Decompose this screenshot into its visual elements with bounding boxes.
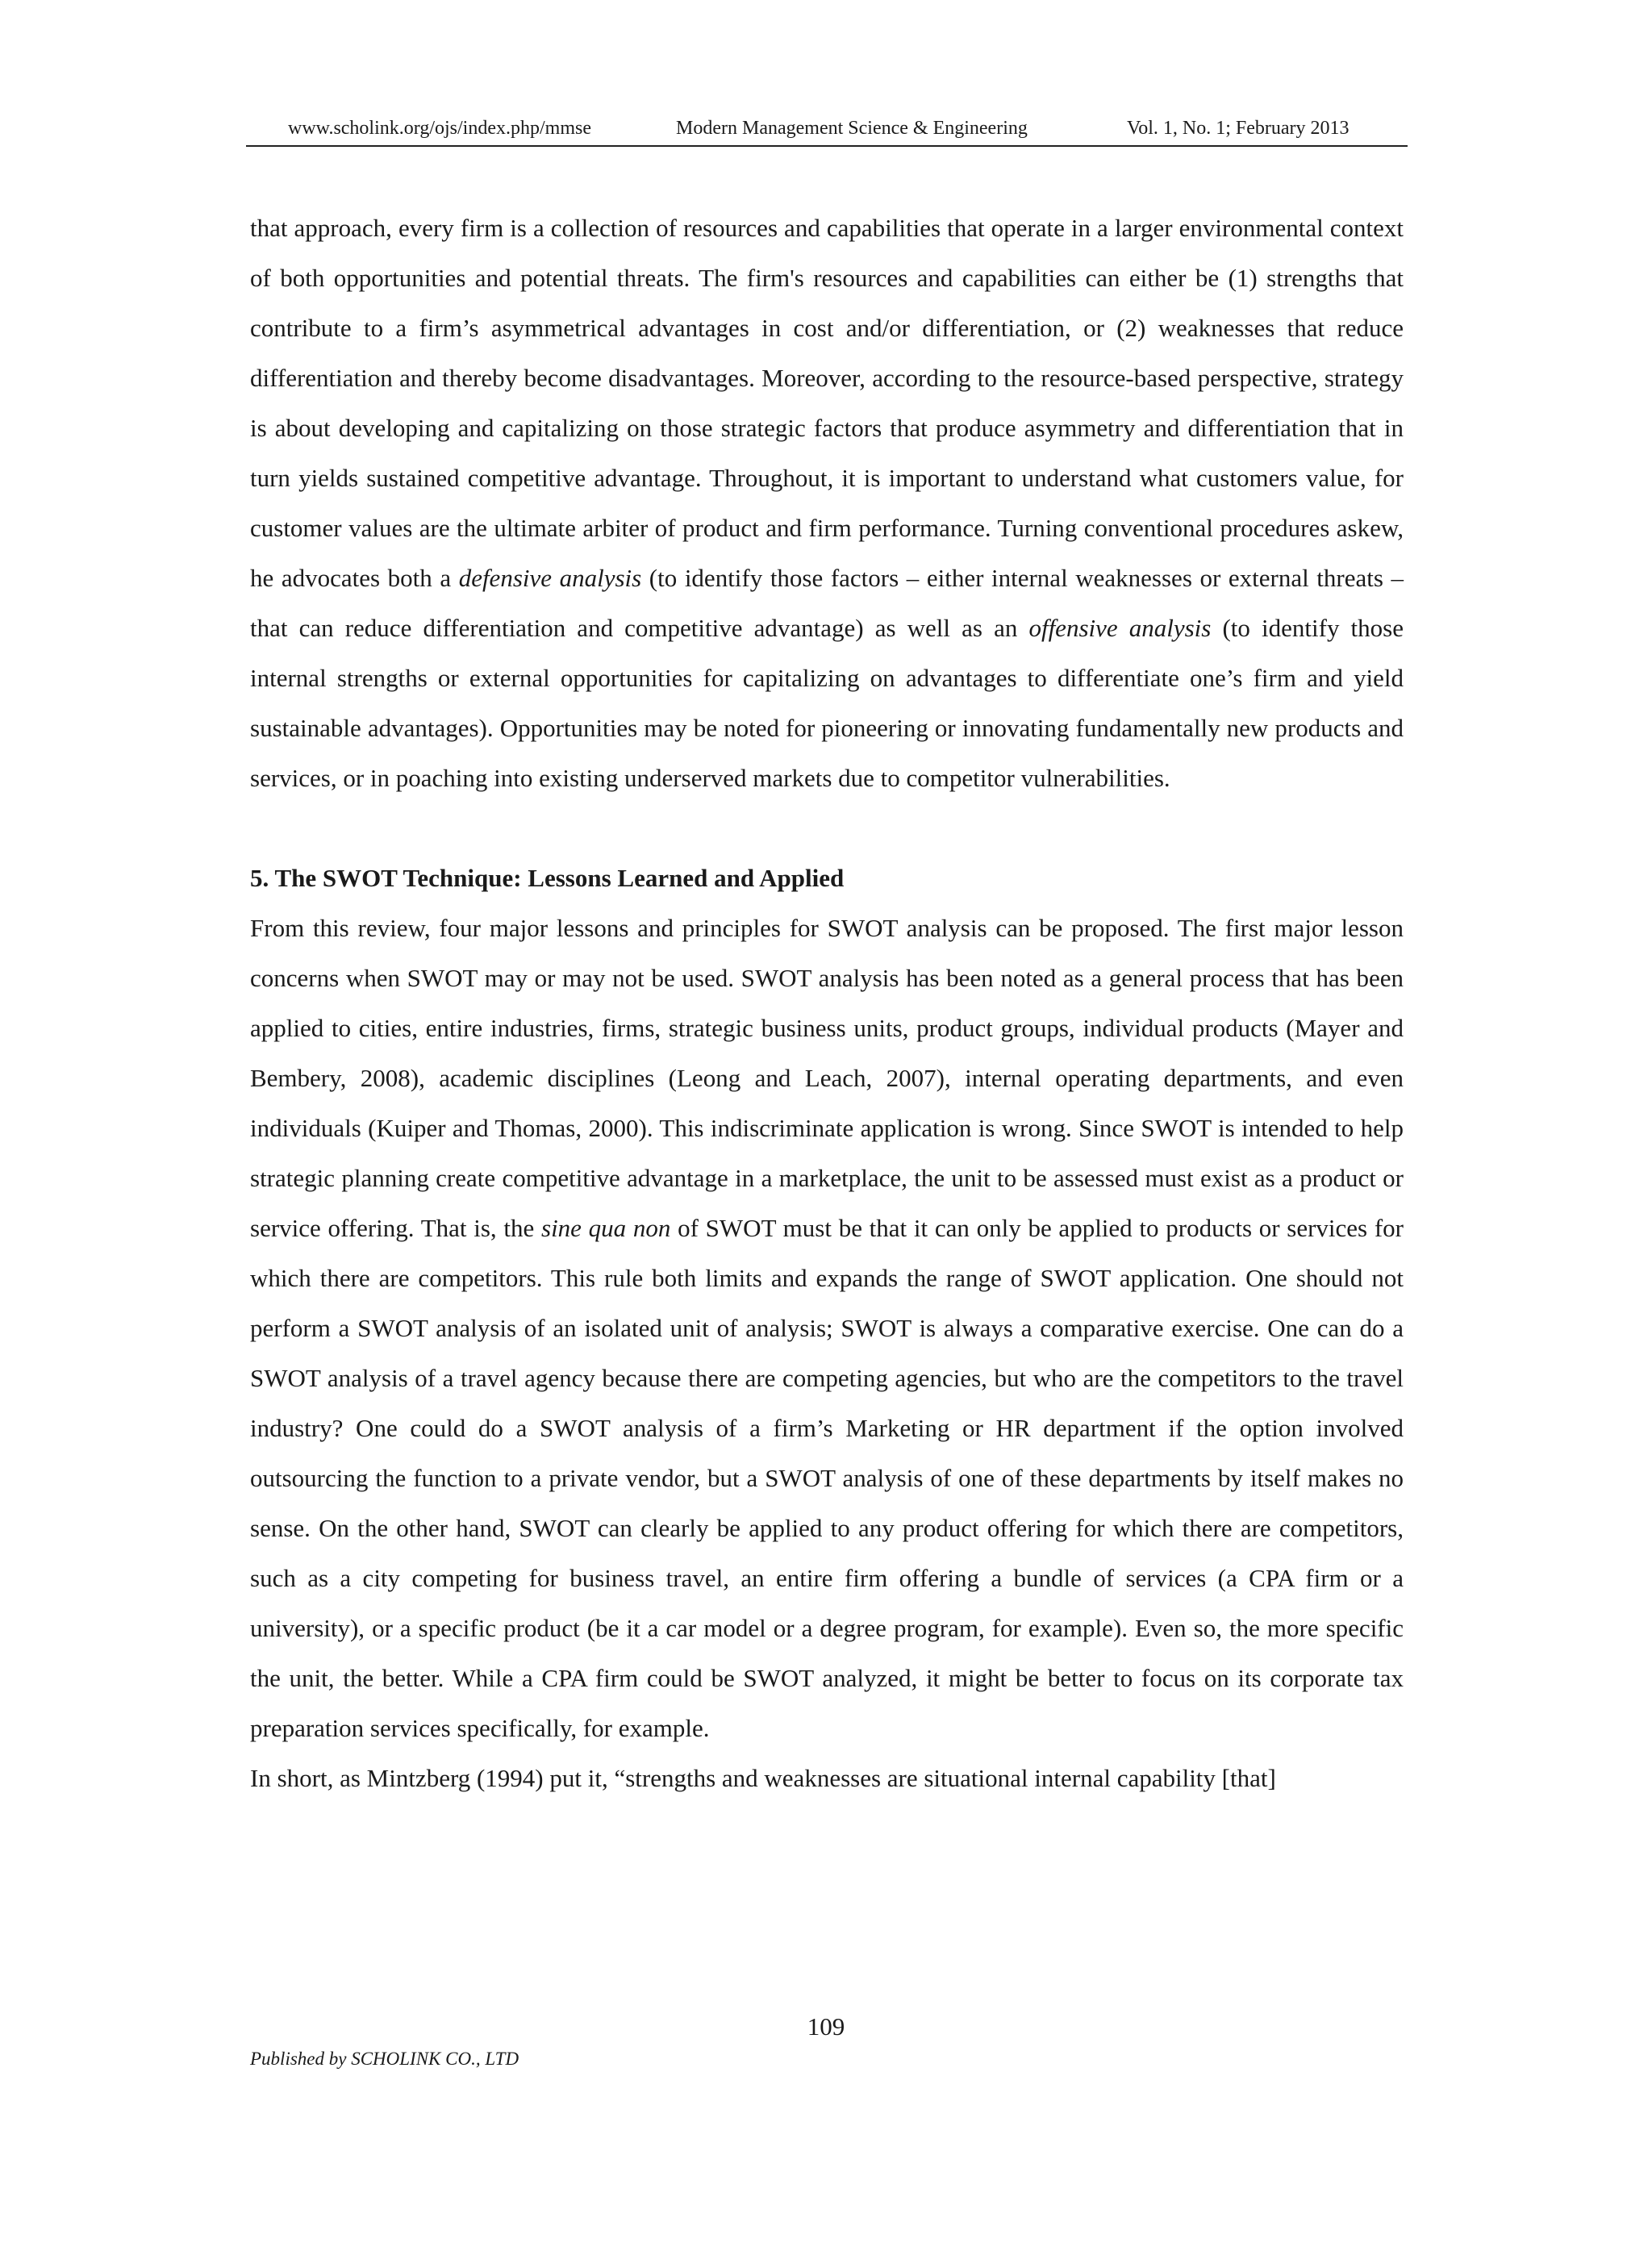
paragraph-resource-based-view — [250, 203, 1404, 803]
paragraph-swot-lessons — [250, 903, 1404, 1753]
publisher-footer: Published by SCHOLINK CO., LTD — [250, 2049, 519, 2069]
paragraph-mintzberg: In short, as Mintzberg (1994) put it, “strengths and weaknesses are situational internal capability [that] — [250, 1764, 1276, 1792]
running-header — [246, 118, 1408, 147]
section-heading: 5. The SWOT Technique: Lessons Learned and Applied — [250, 864, 845, 892]
paragraph-text: (to identify those internal strengths or external opportunities for capitalizing on advantages to differentiate one’s firm and yield sustainable advantages). Opportunities may be noted for pioneering or innovating fundamentally new products and services, or in poaching into existing underserved markets due to competitor vulnerabilities. — [250, 614, 1404, 792]
header-journal-title: Modern Management Science & Engineering — [676, 118, 1028, 139]
paragraph-text: of SWOT must be that it can only be applied to products or services for which there are competitors. This rule both limits and expands the range of SWOT application. One should not perform a SWOT analysis of an isolated unit of analysis; SWOT is always a comparative exercise. One can do a SWOT analysis of a travel agency because there are competing agencies, but who are the competitors to the travel industry? One could do a SWOT analysis of a firm’s Marketing or HR department if the option involved outsourcing the function to a private vendor, but a SWOT analysis of one of these departments by itself makes no sense. On the other hand, SWOT can clearly be applied to any product offering for which there are competitors, such as a city competing for business travel, an entire firm offering a bundle of services (a CPA firm or a university), or a specific product (be it a car model or a degree program, for example). Even so, the more specific the unit, the better. While a CPA firm could be SWOT analyzed, it might be better to focus on its corporate tax preparation services specifically, for example. — [250, 1214, 1404, 1742]
paragraph-text: (to identify those factors – either internal weaknesses or external threats – that can reduce differentiation and competitive advantage) as well as an — [250, 564, 1404, 642]
header-url: www.scholink.org/ojs/index.php/mmse — [288, 118, 591, 139]
page-number: 109 — [807, 2012, 845, 2041]
paragraph-text: that approach, every firm is a collection of resources and capabilities that operate in a larger environmental context of both opportunities and potential threats. The firm's resources and capabilities can either be (1) strengths that contribute to a firm’s asymmetrical advantages in cost and/or differentiation, or (2) weaknesses that reduce differentiation and thereby become disadvantages. Moreover, according to the resource-based perspective, strategy is about developing and capitalizing on those strategic factors that produce asymmetry and differentiation that in turn yields sustained competitive advantage. Throughout, it is important to understand what customers value, for customer values are the ultimate arbiter of product and firm performance. Turning conventional procedures askew, he advocates both a — [250, 214, 1404, 592]
emphasis-offensive-analysis: offensive analysis — [1028, 614, 1212, 642]
article-body — [250, 203, 1404, 1803]
paragraph-text: From this review, four major lessons and principles for SWOT analysis can be proposed. The first major lesson concerns when SWOT may or may not be used. SWOT analysis has been noted as a general process that has been applied to cities, entire industries, firms, strategic business units, product groups, individual products (Mayer and Bembery, 2008), academic disciplines (Leong and Leach, 2007), internal operating departments, and even individuals (Kuiper and Thomas, 2000). This indiscriminate application is wrong. Since SWOT is intended to help strategic planning create competitive advantage in a marketplace, the unit to be assessed must exist as a product or service offering. That is, the — [250, 914, 1404, 1242]
emphasis-sine-qua-non: sine qua non — [541, 1214, 671, 1242]
header-volume: Vol. 1, No. 1; February 2013 — [1127, 118, 1350, 139]
emphasis-defensive-analysis: defensive analysis — [458, 564, 642, 592]
